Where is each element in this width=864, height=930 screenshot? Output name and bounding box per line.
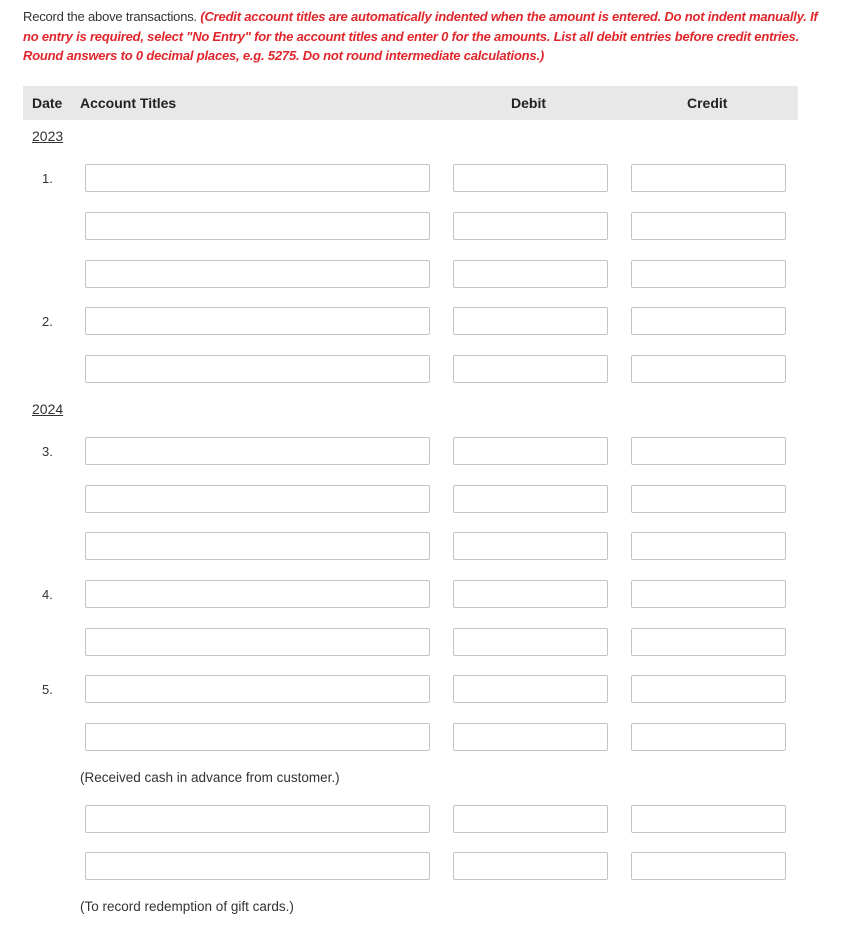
debit-input[interactable]	[453, 212, 608, 240]
memo-received-cash: (Received cash in advance from customer.)	[80, 770, 340, 785]
account-title-input[interactable]	[85, 260, 430, 288]
entry-number-2: 2.	[42, 314, 53, 329]
credit-input[interactable]	[631, 355, 786, 383]
year-label-2024: 2024	[32, 401, 64, 417]
account-title-input[interactable]	[85, 307, 430, 335]
debit-input[interactable]	[453, 307, 608, 335]
account-title-input[interactable]	[85, 164, 430, 192]
credit-input[interactable]	[631, 675, 786, 703]
header-credit: Credit	[687, 95, 728, 111]
table-header	[23, 86, 798, 120]
header-date: Date	[32, 95, 63, 111]
entry-number-5: 5.	[42, 682, 53, 697]
credit-input[interactable]	[631, 260, 786, 288]
account-title-input[interactable]	[85, 437, 430, 465]
credit-input[interactable]	[631, 212, 786, 240]
credit-input[interactable]	[631, 723, 786, 751]
debit-input[interactable]	[453, 852, 608, 880]
credit-input[interactable]	[631, 805, 786, 833]
debit-input[interactable]	[453, 805, 608, 833]
credit-input[interactable]	[631, 532, 786, 560]
account-title-input[interactable]	[85, 355, 430, 383]
credit-input[interactable]	[631, 164, 786, 192]
account-title-input[interactable]	[85, 628, 430, 656]
entry-number-3: 3.	[42, 444, 53, 459]
memo-redemption: (To record redemption of gift cards.)	[80, 899, 294, 914]
account-title-input[interactable]	[85, 805, 430, 833]
credit-input[interactable]	[631, 307, 786, 335]
account-title-input[interactable]	[85, 485, 430, 513]
instructions	[23, 7, 823, 66]
credit-input[interactable]	[631, 852, 786, 880]
header-debit: Debit	[511, 95, 546, 111]
credit-input[interactable]	[631, 437, 786, 465]
debit-input[interactable]	[453, 437, 608, 465]
account-title-input[interactable]	[85, 532, 430, 560]
instructions-lead: Record the above transactions.	[23, 9, 197, 24]
entry-number-4: 4.	[42, 587, 53, 602]
account-title-input[interactable]	[85, 580, 430, 608]
debit-input[interactable]	[453, 485, 608, 513]
debit-input[interactable]	[453, 580, 608, 608]
entry-number-1: 1.	[42, 171, 53, 186]
debit-input[interactable]	[453, 723, 608, 751]
year-label-2023: 2023	[32, 128, 64, 144]
header-account-titles: Account Titles	[80, 95, 177, 111]
debit-input[interactable]	[453, 355, 608, 383]
credit-input[interactable]	[631, 580, 786, 608]
account-title-input[interactable]	[85, 723, 430, 751]
account-title-input[interactable]	[85, 852, 430, 880]
account-title-input[interactable]	[85, 212, 430, 240]
debit-input[interactable]	[453, 260, 608, 288]
credit-input[interactable]	[631, 485, 786, 513]
debit-input[interactable]	[453, 675, 608, 703]
instructions-note: (Credit account titles are automatically indented when the amount is entered. Do not indent manually. If no entry is required, select "No Entry" for the account titles and enter 0 for the amounts. List all debit entries before credit entries. Round answers to 0 decimal places, e.g. 5275. Do not round intermediate calculations.)	[23, 9, 818, 63]
debit-input[interactable]	[453, 532, 608, 560]
credit-input[interactable]	[631, 628, 786, 656]
debit-input[interactable]	[453, 628, 608, 656]
debit-input[interactable]	[453, 164, 608, 192]
account-title-input[interactable]	[85, 675, 430, 703]
